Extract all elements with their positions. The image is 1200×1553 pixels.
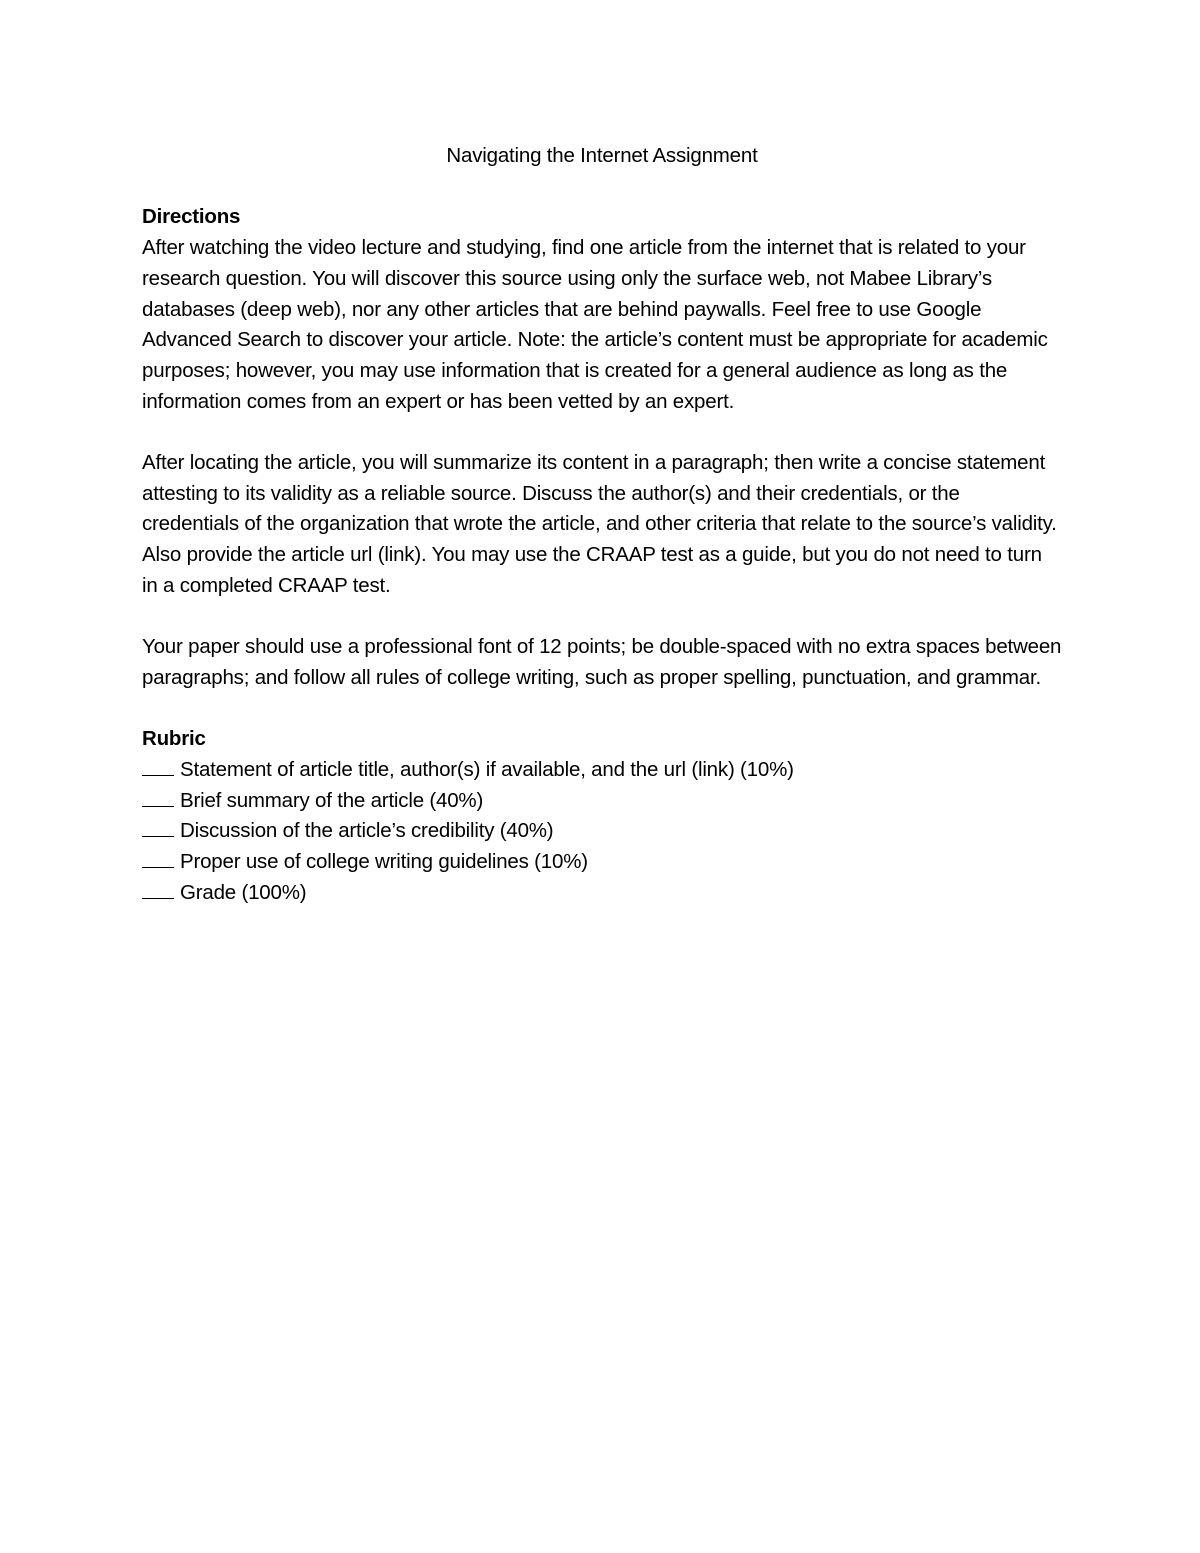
- spacer: [142, 602, 1062, 633]
- directions-paragraph-2: After locating the article, you will summarize its content in a paragraph; then write a concise statement attesting to its validity as a reliable source. Discuss the author(s) and their credentials, or the credentials of the organization that wrote the article, and other criteria that relate to the source’s validity. Also provide the article url (link). You may use the CRAAP test as a guide, but you do not need to turn in a completed CRAAP test.: [142, 451, 1057, 597]
- rubric-item-label: Grade (100%): [180, 880, 307, 904]
- score-blank: [142, 878, 174, 899]
- rubric-item: [142, 878, 1062, 909]
- rubric-item-label: Statement of article title, author(s) if available, and the url (link) (10%): [180, 758, 794, 781]
- rubric-heading: Rubric: [142, 727, 206, 751]
- spacer: [142, 694, 1062, 725]
- spacer: [142, 417, 1062, 448]
- score-blank: [142, 816, 174, 837]
- spacer: [142, 172, 1062, 203]
- rubric-item: [142, 816, 1062, 847]
- rubric-item: [142, 755, 1062, 786]
- score-blank: [142, 847, 174, 868]
- directions-paragraph-1: After watching the video lecture and studying, find one article from the internet that is related to your research question. You will discover this source using only the surface web, not Mabee Library’s databases (deep web), nor any other articles that are behind paywalls. Feel free to use Google Advanced Search to discover your article. Note: the article’s content must be appropriate for academic purposes; however, you may use information that is created for a general audience as long as the information comes from an expert or has been vetted by an expert.: [142, 236, 1048, 413]
- document-body: [142, 141, 1062, 909]
- rubric-item-label: Brief summary of the article (40%): [180, 788, 484, 812]
- score-blank: [142, 786, 174, 807]
- rubric-item-label: Discussion of the article’s credibility (40%): [180, 819, 554, 843]
- rubric-item: [142, 786, 1062, 817]
- rubric-item: [142, 847, 1062, 878]
- rubric-list: [142, 755, 1062, 909]
- rubric-item-label: Proper use of college writing guidelines (10%): [180, 850, 588, 874]
- directions-heading: Directions: [142, 205, 241, 229]
- document-title: Navigating the Internet Assignment: [446, 144, 758, 167]
- directions-paragraph-3: Your paper should use a professional font of 12 points; be double-spaced with no extra spaces between paragraphs; and follow all rules of college writing, such as proper spelling, punctuation, and grammar.: [142, 635, 1062, 689]
- score-blank: [142, 755, 174, 776]
